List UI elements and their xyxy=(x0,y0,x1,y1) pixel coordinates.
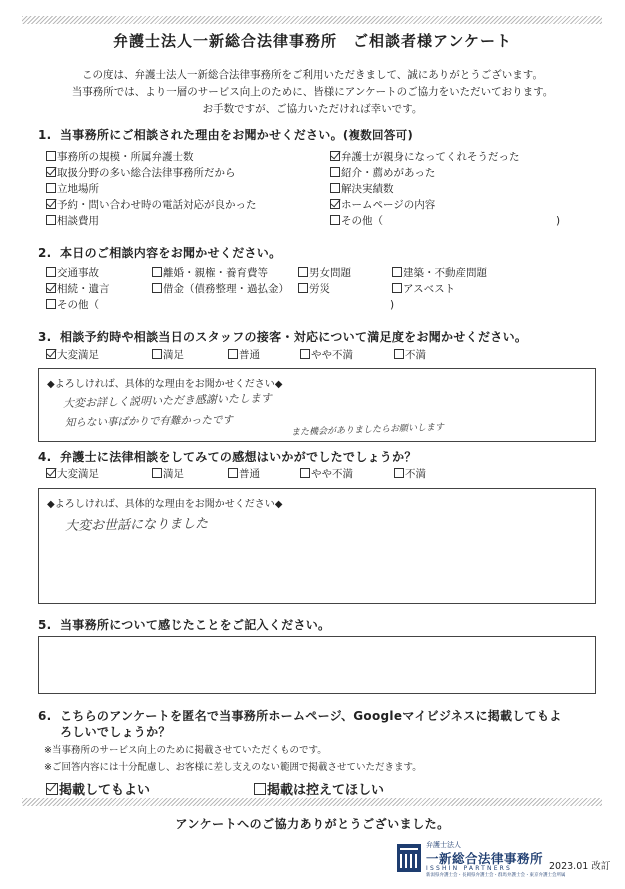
option-label: 労災 xyxy=(309,283,330,295)
option-label: 掲載してもよい xyxy=(59,783,151,798)
option-label: 不満 xyxy=(405,468,426,480)
checkbox[interactable] xyxy=(46,299,56,309)
option-label: 紹介・薦めがあった xyxy=(341,167,436,179)
question-text: 本日のご相談内容をお聞かせください。 xyxy=(60,246,282,260)
q6-note: ※ご回答内容には十分配慮し、お客様に差し支えのない範囲で掲載させていただきます。 xyxy=(44,762,422,773)
handwritten-answer: 大変お世話になりました xyxy=(64,516,209,534)
handwritten-answer: 大変お詳しく説明いただき感謝いたします xyxy=(62,391,273,410)
question-number: 4. xyxy=(38,450,52,464)
option-label: 建築・不動産問題 xyxy=(403,267,487,279)
checkbox[interactable] xyxy=(152,349,162,359)
checkbox[interactable] xyxy=(330,215,340,225)
checkbox[interactable] xyxy=(330,167,340,177)
intro-line: この度は、弁護士法人一新総合法律事務所をご利用いただきまして、誠にありがとうございます。 xyxy=(82,69,543,81)
checkbox[interactable] xyxy=(392,283,402,293)
question-text: 相談予約時や相談当日のスタッフの接客・対応について満足度をお聞かせください。 xyxy=(60,330,528,344)
question-text: 当事務所について感じたことをご記入ください。 xyxy=(60,618,331,632)
option-label: 相続・遺言 xyxy=(57,283,110,295)
q3-option[interactable] xyxy=(394,348,426,362)
checkbox[interactable] xyxy=(300,349,310,359)
checkbox[interactable] xyxy=(394,349,404,359)
option-label: 不満 xyxy=(405,349,426,361)
handwritten-answer: また機会がありましたらお願いします xyxy=(290,422,445,438)
q3-comment-box[interactable] xyxy=(38,368,596,442)
option-label: アスベスト xyxy=(403,283,456,295)
q2-option[interactable] xyxy=(392,266,487,280)
option-label: やや不満 xyxy=(311,349,353,361)
footer-hatch-band xyxy=(22,798,602,806)
checkbox-checked[interactable] xyxy=(330,151,340,161)
checkbox[interactable] xyxy=(254,783,266,795)
q6-option-publish-ok[interactable] xyxy=(46,779,150,798)
question-number: 1. xyxy=(38,128,52,142)
q4-option[interactable] xyxy=(46,467,99,481)
other-close-paren: ) xyxy=(390,299,395,311)
q3-option[interactable] xyxy=(152,348,184,362)
question-6-line2 xyxy=(60,723,171,740)
checkbox-checked[interactable] xyxy=(330,199,340,209)
checkbox[interactable] xyxy=(46,151,56,161)
q1-option[interactable] xyxy=(330,166,435,180)
firm-logo xyxy=(397,840,566,878)
option-label: 事務所の規模・所属弁護士数 xyxy=(57,151,194,163)
q4-option[interactable] xyxy=(300,467,353,481)
question-3 xyxy=(38,328,527,345)
q1-option[interactable] xyxy=(46,214,99,228)
checkbox-checked[interactable] xyxy=(46,783,58,795)
checkbox[interactable] xyxy=(46,267,56,277)
option-label: 普通 xyxy=(239,349,260,361)
checkbox[interactable] xyxy=(298,267,308,277)
option-label: 大変満足 xyxy=(57,468,99,480)
option-label: 取扱分野の多い総合法律事務所だから xyxy=(57,167,236,179)
option-label: 交通事故 xyxy=(57,267,99,279)
q1-option[interactable] xyxy=(330,150,520,164)
option-label: 満足 xyxy=(163,468,184,480)
logo-affiliation: 新潟県弁護士会・長岡県弁護士会・群馬弁護士会・東京弁護士会所属 xyxy=(426,873,566,878)
q4-option[interactable] xyxy=(394,467,426,481)
question-text: ろしいでしょうか？ xyxy=(60,725,171,739)
q1-option[interactable] xyxy=(46,150,194,164)
question-number: 6. xyxy=(38,709,52,723)
page-title: 弁護士法人一新総合法律事務所 ご相談者様アンケート xyxy=(112,32,513,50)
logo-firm-type: 弁護士法人 xyxy=(426,841,461,849)
checkbox[interactable] xyxy=(152,468,162,478)
checkbox[interactable] xyxy=(300,468,310,478)
checkbox-checked[interactable] xyxy=(46,199,56,209)
q1-option[interactable] xyxy=(330,182,394,196)
checkbox[interactable] xyxy=(152,283,162,293)
comment-box-title: ◆よろしければ、具体的な理由をお聞かせください◆ xyxy=(47,499,283,510)
checkbox[interactable] xyxy=(392,267,402,277)
question-number: 2. xyxy=(38,246,52,260)
option-label: 大変満足 xyxy=(57,349,99,361)
checkbox[interactable] xyxy=(228,468,238,478)
option-label: 離婚・親権・養育費等 xyxy=(163,267,268,279)
question-text: 当事務所にご相談された理由をお聞かせください。 xyxy=(60,128,343,142)
question-text: 弁護士に法律相談をしてみての感想はいかがでしたでしょうか？ xyxy=(60,450,417,464)
q2-option[interactable] xyxy=(46,266,99,280)
option-label: 弁護士が親身になってくれそうだった xyxy=(341,151,520,163)
q1-option[interactable] xyxy=(330,198,435,212)
question-text: こちらのアンケートを匿名で当事務所ホームページ、Googleマイビジネスに掲載してもよ xyxy=(60,709,562,723)
q2-option[interactable] xyxy=(392,282,455,296)
option-label: 男女問題 xyxy=(309,267,351,279)
intro-text xyxy=(0,67,625,118)
q3-option[interactable] xyxy=(228,348,260,362)
checkbox[interactable] xyxy=(394,468,404,478)
option-label: その他（ xyxy=(341,215,383,227)
q6-note: ※当事務所のサービス向上のために掲載させていただくものです。 xyxy=(44,745,327,756)
q3-option[interactable] xyxy=(46,348,99,362)
question-4 xyxy=(38,448,417,465)
q4-option[interactable] xyxy=(152,467,184,481)
option-label: 普通 xyxy=(239,468,260,480)
intro-line: お手数ですが、ご協力いただければ幸いです。 xyxy=(202,103,423,115)
checkbox[interactable] xyxy=(298,283,308,293)
intro-line: 当事務所では、より一層のサービス向上のために、皆様にアンケートのご協力をいただいております。 xyxy=(71,86,554,98)
checkbox[interactable] xyxy=(330,183,340,193)
option-label: 掲載は控えてほしい xyxy=(267,783,385,798)
option-label: 解決実績数 xyxy=(341,183,394,195)
q2-option[interactable] xyxy=(152,266,268,280)
checkbox[interactable] xyxy=(228,349,238,359)
q4-option[interactable] xyxy=(228,467,260,481)
checkbox[interactable] xyxy=(46,215,56,225)
q4-comment-box[interactable] xyxy=(38,488,596,604)
checkbox-checked[interactable] xyxy=(46,349,56,359)
option-label: ホームページの内容 xyxy=(341,199,436,211)
question-1 xyxy=(38,126,413,143)
building-logo-icon xyxy=(397,844,421,872)
thanks-message: アンケートへのご協力ありがとうございました。 xyxy=(175,817,450,831)
q2-option[interactable] xyxy=(46,282,110,296)
q1-option[interactable] xyxy=(46,166,236,180)
logo-english-name: ISSHIN PARTNERS xyxy=(426,865,513,872)
option-label: 借金（債務整理・過払金） xyxy=(163,283,289,295)
q3-option[interactable] xyxy=(300,348,353,362)
q1-option-other[interactable] xyxy=(330,214,383,228)
q1-option[interactable] xyxy=(46,198,257,212)
option-label: その他（ xyxy=(57,299,99,311)
option-label: 立地場所 xyxy=(57,183,99,195)
option-label: 満足 xyxy=(163,349,184,361)
question-2 xyxy=(38,244,281,261)
question-note: (複数回答可) xyxy=(342,128,414,142)
other-close-paren: ) xyxy=(556,215,561,227)
question-number: 5. xyxy=(38,618,52,632)
q1-option[interactable] xyxy=(46,182,99,196)
comment-box-title: ◆よろしければ、具体的な理由をお聞かせください◆ xyxy=(47,379,283,390)
question-6 xyxy=(38,707,562,724)
checkbox-checked[interactable] xyxy=(46,167,56,177)
q6-option-publish-decline[interactable] xyxy=(254,779,384,798)
q5-comment-box[interactable] xyxy=(38,636,596,694)
header-hatch-band xyxy=(22,16,602,24)
q2-option[interactable] xyxy=(298,266,351,280)
checkbox[interactable] xyxy=(46,183,56,193)
handwritten-answer: 知らない事ばかりで有難かったです xyxy=(64,414,234,429)
question-number: 3. xyxy=(38,330,52,344)
checkbox[interactable] xyxy=(152,267,162,277)
checkbox-checked[interactable] xyxy=(46,468,56,478)
question-5 xyxy=(38,616,330,633)
option-label: 予約・問い合わせ時の電話対応が良かった xyxy=(57,199,257,211)
checkbox-checked[interactable] xyxy=(46,283,56,293)
revision-label: 2023.01 改訂 xyxy=(549,861,611,872)
q2-option[interactable] xyxy=(152,282,289,296)
option-label: やや不満 xyxy=(311,468,353,480)
option-label: 相談費用 xyxy=(57,215,99,227)
logo-firm-name: 一新総合法律事務所 xyxy=(426,851,544,866)
q2-option-other[interactable] xyxy=(46,298,99,312)
q2-option[interactable] xyxy=(298,282,330,296)
